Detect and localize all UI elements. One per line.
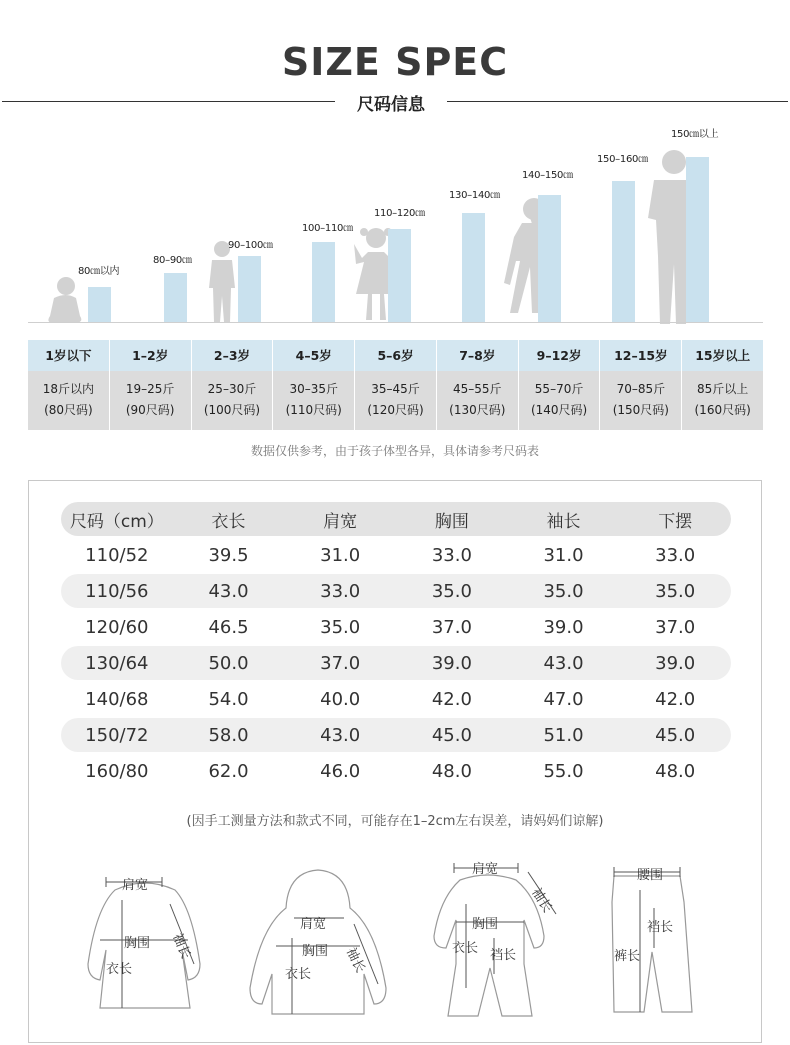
baby-figure-icon	[46, 276, 90, 324]
column-header: 袖长	[546, 511, 581, 532]
table-row	[61, 718, 731, 752]
table-cell: 35.0	[655, 580, 696, 602]
age-cell: 2–3岁	[192, 340, 274, 371]
table-cell: 39.0	[655, 652, 696, 674]
diagram-label: 衣长	[452, 941, 479, 956]
diagram-label: 袖长	[169, 931, 193, 962]
weight-row	[28, 371, 763, 430]
table-cell: 42.0	[655, 688, 696, 710]
weight-cell	[437, 371, 519, 430]
table-cell: 39.5	[208, 544, 249, 566]
height-bar	[462, 213, 485, 322]
table-cell: 39.0	[431, 652, 472, 674]
age-row	[28, 340, 763, 371]
table-cell: 54.0	[208, 688, 249, 710]
weight-value: 19–25斤	[125, 382, 175, 396]
height-label: 150㎝以上	[671, 129, 719, 140]
diagram-label: 胸围	[302, 944, 329, 959]
column-header: 肩宽	[323, 511, 358, 532]
size-table-header	[61, 502, 731, 536]
size-code: (150尺码)	[612, 403, 669, 417]
age-cell: 12–15岁	[600, 340, 682, 371]
table-cell: 37.0	[431, 616, 472, 638]
table-cell: 130/64	[85, 652, 149, 674]
weight-cell	[273, 371, 355, 430]
diagram-label: 裆长	[647, 920, 674, 935]
size-code: (110尺码)	[285, 403, 342, 417]
table-cell: 48.0	[431, 760, 472, 782]
table-row	[61, 646, 731, 680]
table-cell: 160/80	[85, 760, 149, 782]
table-cell: 33.0	[655, 544, 696, 566]
romper-diagram-icon	[420, 858, 570, 1024]
age-cell: 1岁以下	[28, 340, 110, 371]
size-code: (140尺码)	[530, 403, 588, 417]
diagram-label: 衣长	[106, 962, 133, 977]
table-cell: 110/52	[85, 544, 149, 566]
reference-note: 数据仅供参考，由于孩子体型各异，具体请参考尺码表	[250, 444, 539, 458]
column-header: 胸围	[434, 511, 469, 532]
table-cell: 58.0	[208, 724, 249, 746]
height-label: 130–140㎝	[449, 190, 500, 201]
height-bar	[538, 195, 561, 322]
table-cell: 55.0	[543, 760, 584, 782]
column-header: 下摆	[658, 511, 693, 532]
table-cell: 43.0	[543, 652, 584, 674]
table-cell: 51.0	[543, 724, 584, 746]
weight-value: 45–55斤	[453, 382, 502, 396]
age-table	[28, 340, 763, 430]
height-label: 150–160㎝	[597, 154, 648, 165]
height-bar	[312, 242, 335, 322]
table-cell: 43.0	[320, 724, 361, 746]
table-cell: 150/72	[85, 724, 149, 746]
table-cell: 45.0	[431, 724, 472, 746]
measure-note: (因手工测量方法和款式不同，可能存在1–2cm左右误差，请妈妈们谅解)	[186, 814, 604, 829]
age-cell: 7–8岁	[437, 340, 519, 371]
size-code: (130尺码)	[449, 403, 506, 417]
toddler-figure-icon	[204, 240, 240, 324]
height-label: 110–120㎝	[374, 208, 425, 219]
diagram-label: 肩宽	[472, 862, 499, 877]
height-label: 100–110㎝	[302, 223, 353, 234]
table-row	[61, 682, 731, 716]
weight-cell	[28, 371, 110, 430]
pants-diagram-icon	[600, 862, 700, 1024]
diagram-label: 胸围	[472, 917, 499, 932]
table-cell: 31.0	[320, 544, 361, 566]
table-cell: 46.0	[320, 760, 361, 782]
weight-cell	[110, 371, 192, 430]
weight-value: 30–35斤	[289, 382, 338, 396]
column-header: 衣长	[211, 511, 246, 532]
page-subtitle: 尺码信息	[357, 95, 425, 115]
table-cell: 37.0	[655, 616, 696, 638]
diagram-label: 肩宽	[300, 917, 327, 932]
weight-cell	[192, 371, 274, 430]
height-bar	[388, 229, 411, 322]
table-cell: 31.0	[543, 544, 584, 566]
table-cell: 62.0	[208, 760, 249, 782]
size-code: (120尺码)	[367, 403, 424, 417]
weight-value: 25–30斤	[207, 382, 257, 396]
table-cell: 39.0	[543, 616, 584, 638]
weight-value: 85斤以上	[697, 382, 749, 396]
diagram-label: 袖长	[528, 885, 555, 916]
table-row	[61, 574, 731, 608]
table-cell: 120/60	[85, 616, 149, 638]
age-cell: 15岁以上	[695, 348, 751, 363]
table-row	[61, 538, 731, 572]
table-cell: 40.0	[320, 688, 361, 710]
page-title: SIZE SPEC	[281, 40, 509, 84]
size-code: (90尺码)	[125, 403, 175, 417]
table-cell: 45.0	[655, 724, 696, 746]
size-code: (100尺码)	[203, 403, 261, 417]
table-cell: 33.0	[431, 544, 472, 566]
table-cell: 37.0	[320, 652, 361, 674]
divider	[2, 101, 335, 102]
age-cell: 4–5岁	[273, 340, 355, 371]
table-cell: 48.0	[655, 760, 696, 782]
diagram-label: 肩宽	[122, 878, 149, 893]
weight-cell	[519, 371, 601, 430]
age-cell: 9–12岁	[519, 340, 601, 371]
table-cell: 140/68	[85, 688, 149, 710]
divider	[447, 101, 788, 102]
height-bar	[686, 157, 709, 322]
weight-cell	[600, 371, 682, 430]
diagram-label: 胸围	[124, 936, 151, 951]
table-cell: 42.0	[431, 688, 472, 710]
height-label: 140–150㎝	[522, 170, 573, 181]
weight-value: 18斤以内	[42, 382, 95, 396]
diagram-label: 裤长	[614, 949, 641, 964]
weight-cell	[355, 371, 437, 430]
age-cell: 5–6岁	[355, 340, 437, 371]
height-bar	[88, 287, 111, 322]
size-code: (80尺码)	[44, 403, 93, 417]
weight-value: 35–45斤	[371, 382, 420, 396]
table-cell: 43.0	[208, 580, 249, 602]
diagram-label: 裆长	[490, 948, 517, 963]
table-cell: 33.0	[320, 580, 361, 602]
table-cell: 46.5	[208, 616, 249, 638]
age-cell: 1–2岁	[110, 340, 192, 371]
table-cell: 35.0	[431, 580, 472, 602]
table-cell: 35.0	[320, 616, 361, 638]
table-cell: 50.0	[208, 652, 249, 674]
weight-value: 70–85斤	[616, 382, 666, 396]
diagram-label: 衣长	[285, 967, 312, 982]
height-label: 80–90㎝	[153, 255, 192, 266]
diagram-label: 腰围	[637, 868, 664, 883]
column-header: 尺码（cm）	[69, 511, 164, 532]
chart-baseline	[28, 322, 763, 323]
diagram-label: 袖长	[342, 945, 368, 976]
table-row	[61, 610, 731, 644]
weight-cell	[682, 371, 763, 430]
size-code: (160尺码)	[694, 403, 751, 417]
table-row	[61, 754, 731, 788]
weight-value: 55–70斤	[534, 382, 584, 396]
height-bar	[164, 273, 187, 322]
height-bar	[612, 181, 635, 322]
height-label: 80㎝以内	[78, 266, 120, 277]
height-label: 90–100㎝	[228, 240, 273, 251]
table-cell: 35.0	[543, 580, 584, 602]
table-cell: 47.0	[543, 688, 584, 710]
table-cell: 110/56	[85, 580, 149, 602]
height-bar	[238, 256, 261, 322]
